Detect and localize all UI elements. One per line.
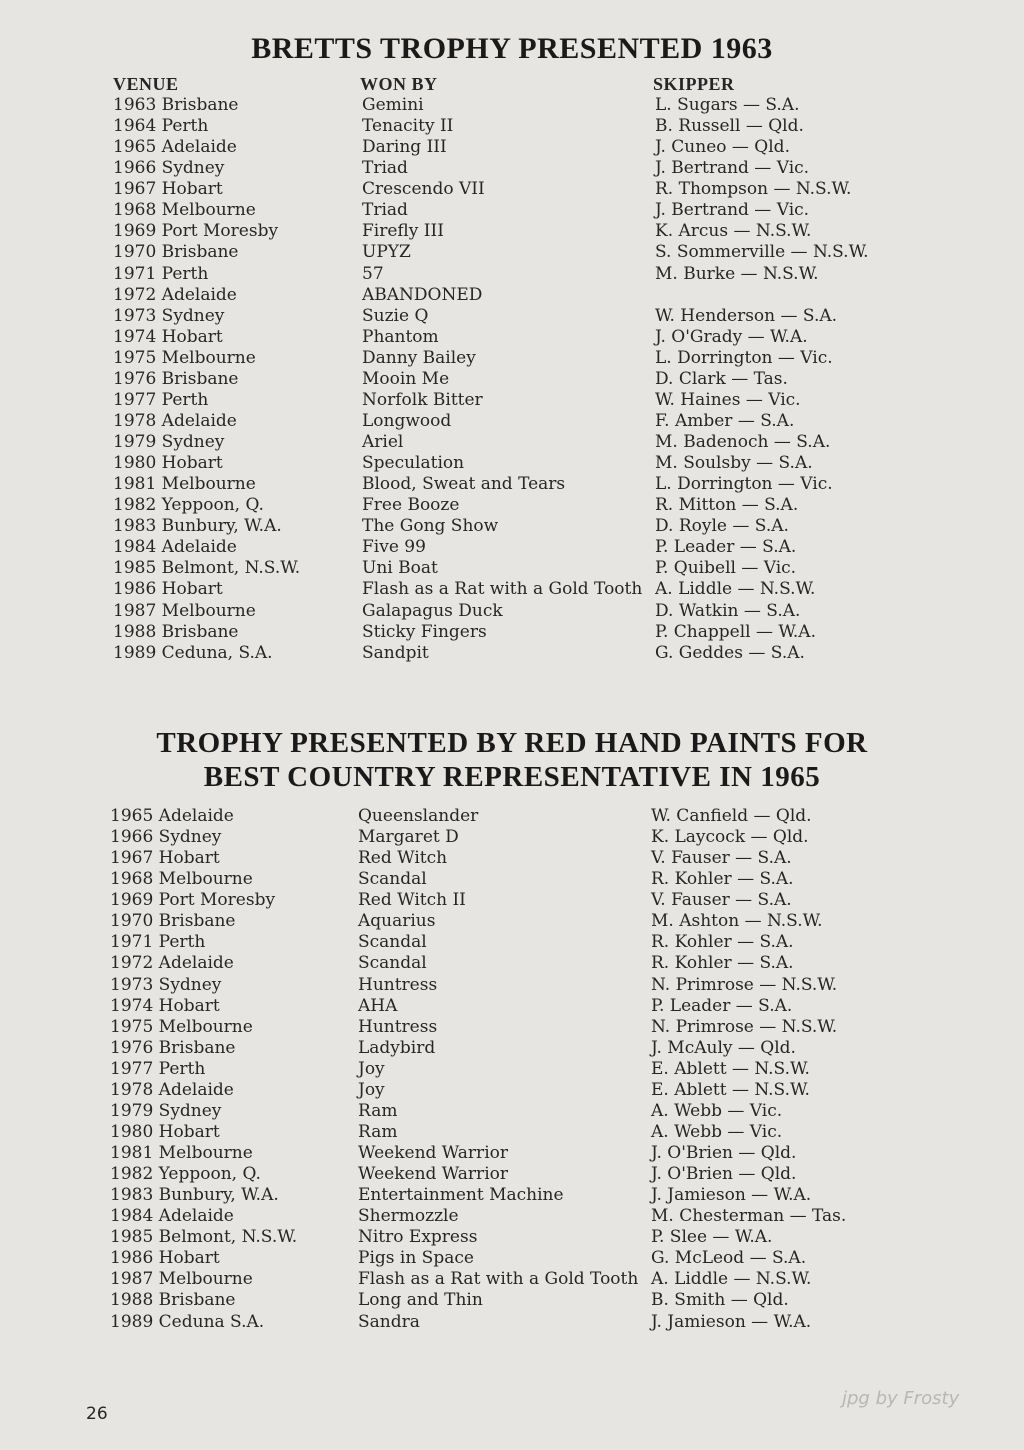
- won-by-cell: Triad: [362, 200, 408, 221]
- red-hand-title-line-2: BEST COUNTRY REPRESENTATIVE IN 1965: [203, 761, 821, 793]
- venue-cell: 1984 Adelaide: [110, 1206, 234, 1227]
- page-number: 26: [86, 1404, 108, 1424]
- venue-cell: 1980 Hobart: [110, 1121, 220, 1142]
- venue-cell: 1983 Bunbury, W.A.: [113, 516, 282, 537]
- won-by-cell: Scandal: [358, 953, 427, 974]
- venue-cell: 1973 Sydney: [110, 974, 222, 995]
- skipper-cell: J. O'Brien — Qld.: [651, 1164, 797, 1185]
- venue-cell: 1969 Port Moresby: [110, 890, 276, 911]
- skipper-cell: B. Smith — Qld.: [651, 1290, 789, 1311]
- won-by-cell: Red Witch: [358, 848, 448, 869]
- skipper-cell: K. Laycock — Qld.: [651, 827, 809, 848]
- venue-cell: 1972 Adelaide: [110, 953, 234, 974]
- venue-cell: 1973 Sydney: [113, 305, 225, 326]
- venue-cell: 1966 Sydney: [113, 158, 225, 179]
- skipper-cell: P. Leader — S.A.: [655, 537, 797, 558]
- won-by-cell: The Gong Show: [362, 516, 499, 537]
- skipper-cell: J. Jamieson — W.A.: [651, 1185, 812, 1206]
- skipper-cell: P. Chappell — W.A.: [655, 621, 816, 642]
- venue-cell: 1978 Adelaide: [110, 1079, 234, 1100]
- won-by-cell: Weekend Warrior: [358, 1164, 508, 1185]
- red-hand-trophy-title: [0, 726, 1024, 794]
- won-by-cell: Crescendo VII: [362, 179, 485, 200]
- skipper-cell: D. Watkin — S.A.: [655, 600, 801, 621]
- won-by-cell: Blood, Sweat and Tears: [362, 474, 566, 495]
- skipper-cell: E. Ablett — N.S.W.: [651, 1058, 810, 1079]
- won-by-cell: Longwood: [362, 410, 452, 431]
- venue-cell: 1982 Yeppoon, Q.: [110, 1164, 261, 1185]
- watermark: jpg by Frosty: [842, 1388, 960, 1409]
- skipper-cell: L. Sugars — S.A.: [655, 95, 800, 115]
- venue-cell: 1987 Melbourne: [113, 600, 256, 621]
- won-by-cell: Tenacity II: [362, 116, 454, 137]
- won-by-cell: Speculation: [362, 453, 465, 474]
- won-by-cell: Phantom: [362, 326, 439, 347]
- venue-cell: 1981 Melbourne: [113, 474, 256, 495]
- venue-cell: 1975 Melbourne: [113, 347, 256, 368]
- won-by-cell: Danny Bailey: [362, 347, 476, 368]
- won-by-cell: Daring III: [362, 137, 447, 158]
- won-by-cell: Joy: [358, 1058, 385, 1079]
- venue-cell: 1970 Brisbane: [110, 911, 236, 932]
- won-by-cell: Firefly III: [362, 221, 444, 242]
- skipper-cell: N. Primrose — N.S.W.: [651, 1016, 838, 1037]
- skipper-cell: F. Amber — S.A.: [655, 410, 795, 431]
- skipper-cell: K. Arcus — N.S.W.: [655, 221, 812, 242]
- won-by-cell: Gemini: [362, 95, 424, 115]
- skipper-cell: A. Liddle — N.S.W.: [655, 579, 816, 600]
- won-by-cell: Long and Thin: [358, 1290, 483, 1311]
- won-by-cell: Sandra: [358, 1311, 420, 1332]
- venue-cell: 1971 Perth: [110, 932, 206, 953]
- skipper-cell: L. Dorrington — Vic.: [655, 474, 833, 495]
- skipper-cell: R. Kohler — S.A.: [651, 953, 794, 974]
- venue-cell: 1977 Perth: [110, 1058, 206, 1079]
- skipper-cell: M. Ashton — N.S.W.: [651, 911, 823, 932]
- venue-cell: 1984 Adelaide: [113, 537, 237, 558]
- won-by-cell: Ram: [358, 1100, 398, 1121]
- venue-cell: 1978 Adelaide: [113, 410, 237, 431]
- skipper-cell: M. Soulsby — S.A.: [655, 453, 813, 474]
- venue-cell: 1976 Brisbane: [113, 368, 239, 389]
- skipper-cell: M. Badenoch — S.A.: [655, 432, 831, 452]
- skipper-cell: P. Quibell — Vic.: [655, 558, 797, 579]
- won-by-cell: Scandal: [358, 932, 427, 953]
- won-by-cell: Triad: [362, 158, 408, 179]
- skipper-cell: A. Liddle — N.S.W.: [651, 1269, 812, 1290]
- won-by-cell: Flash as a Rat with a Gold Tooth: [362, 579, 643, 600]
- venue-cell: 1976 Brisbane: [110, 1037, 236, 1058]
- skipper-cell: J. Cuneo — Qld.: [655, 137, 790, 158]
- skipper-header: SKIPPER: [653, 74, 735, 94]
- venue-cell: 1974 Hobart: [113, 326, 223, 347]
- skipper-cell: W. Henderson — S.A.: [655, 305, 838, 326]
- won-by-cell: Margaret D: [358, 827, 459, 848]
- venue-cell: 1979 Sydney: [113, 432, 225, 452]
- won-by-cell: Queenslander: [358, 806, 479, 826]
- skipper-cell: J. O'Brien — Qld.: [651, 1143, 797, 1163]
- skipper-cell: J. Jamieson — W.A.: [651, 1311, 812, 1332]
- venue-cell: 1967 Hobart: [113, 179, 223, 200]
- skipper-cell: R. Thompson — N.S.W.: [655, 179, 852, 200]
- venue-header: VENUE: [113, 74, 179, 94]
- venue-cell: 1965 Adelaide: [110, 806, 234, 826]
- won-by-cell: Mooin Me: [362, 368, 450, 389]
- won-by-cell: Sandpit: [362, 642, 429, 663]
- skipper-cell: V. Fauser — S.A.: [651, 890, 792, 911]
- won-by-cell: Huntress: [358, 1016, 438, 1037]
- won-by-cell: UPYZ: [362, 242, 411, 263]
- skipper-cell: M. Chesterman — Tas.: [651, 1206, 847, 1227]
- won-by-cell: Shermozzle: [358, 1206, 459, 1227]
- won-by-cell: AHA: [358, 995, 398, 1016]
- skipper-cell: R. Mitton — S.A.: [655, 495, 799, 516]
- won-by-cell: Galapagus Duck: [362, 600, 503, 621]
- won-by-cell: Scandal: [358, 869, 427, 890]
- skipper-cell: V. Fauser — S.A.: [651, 848, 792, 869]
- venue-cell: 1987 Melbourne: [110, 1269, 253, 1290]
- won-by-cell: 57: [362, 263, 384, 284]
- venue-cell: 1968 Melbourne: [113, 200, 256, 221]
- venue-cell: 1965 Adelaide: [113, 137, 237, 158]
- skipper-cell: G. McLeod — S.A.: [651, 1248, 807, 1269]
- skipper-cell: W. Canfield — Qld.: [651, 806, 812, 826]
- won-by-cell: Suzie Q: [362, 305, 429, 326]
- skipper-cell: S. Sommerville — N.S.W.: [655, 242, 869, 263]
- bretts-trophy-title: BRETTS TROPHY PRESENTED 1963: [251, 32, 773, 65]
- venue-cell: 1981 Melbourne: [110, 1143, 253, 1163]
- won-by-cell: Uni Boat: [362, 558, 438, 579]
- venue-cell: 1989 Ceduna S.A.: [110, 1311, 265, 1332]
- venue-cell: 1967 Hobart: [110, 848, 220, 869]
- venue-cell: 1983 Bunbury, W.A.: [110, 1185, 279, 1206]
- won-by-cell: Nitro Express: [358, 1227, 478, 1248]
- won-by-cell: Red Witch II: [358, 890, 466, 911]
- won-by-cell: Pigs in Space: [358, 1248, 474, 1269]
- won-by-cell: Sticky Fingers: [362, 621, 487, 642]
- venue-cell: 1986 Hobart: [113, 579, 223, 600]
- skipper-cell: D. Royle — S.A.: [655, 516, 789, 537]
- venue-cell: 1964 Perth: [113, 116, 209, 137]
- venue-cell: 1985 Belmont, N.S.W.: [113, 558, 301, 579]
- won-by-cell: Five 99: [362, 537, 426, 558]
- red-hand-title-line-1: TROPHY PRESENTED BY RED HAND PAINTS FOR: [156, 727, 868, 759]
- skipper-cell: R. Kohler — S.A.: [651, 932, 794, 953]
- venue-cell: 1985 Belmont, N.S.W.: [110, 1227, 298, 1248]
- skipper-cell: J. McAuly — Qld.: [651, 1037, 796, 1058]
- won-by-cell: Norfolk Bitter: [362, 389, 483, 410]
- skipper-cell: E. Ablett — N.S.W.: [651, 1079, 810, 1100]
- skipper-cell: J. Bertrand — Vic.: [655, 158, 810, 179]
- venue-cell: 1963 Brisbane: [113, 95, 239, 115]
- venue-cell: 1988 Brisbane: [110, 1290, 236, 1311]
- venue-cell: 1989 Ceduna, S.A.: [113, 642, 273, 663]
- venue-cell: 1969 Port Moresby: [113, 221, 279, 242]
- skipper-cell: B. Russell — Qld.: [655, 116, 804, 137]
- venue-cell: 1980 Hobart: [113, 453, 223, 474]
- skipper-cell: W. Haines — Vic.: [655, 389, 801, 410]
- venue-cell: 1975 Melbourne: [110, 1016, 253, 1037]
- skipper-cell: J. O'Grady — W.A.: [655, 326, 808, 347]
- skipper-cell: A. Webb — Vic.: [651, 1100, 783, 1121]
- skipper-cell: L. Dorrington — Vic.: [655, 347, 833, 368]
- venue-cell: 1982 Yeppoon, Q.: [113, 495, 264, 516]
- won-by-cell: Ram: [358, 1121, 398, 1142]
- venue-cell: 1986 Hobart: [110, 1248, 220, 1269]
- venue-cell: 1972 Adelaide: [113, 284, 237, 305]
- venue-cell: 1966 Sydney: [110, 827, 222, 848]
- skipper-cell: N. Primrose — N.S.W.: [651, 974, 838, 995]
- skipper-cell: G. Geddes — S.A.: [655, 642, 805, 663]
- won-by-cell: Huntress: [358, 974, 438, 995]
- skipper-cell: P. Leader — S.A.: [651, 995, 793, 1016]
- won-by-header: WON BY: [360, 74, 438, 94]
- skipper-cell: D. Clark — Tas.: [655, 368, 788, 389]
- venue-cell: 1968 Melbourne: [110, 869, 253, 890]
- venue-cell: 1974 Hobart: [110, 995, 220, 1016]
- won-by-cell: Ariel: [362, 432, 404, 452]
- venue-cell: 1971 Perth: [113, 263, 209, 284]
- venue-cell: 1977 Perth: [113, 389, 209, 410]
- skipper-cell: R. Kohler — S.A.: [651, 869, 794, 890]
- won-by-cell: Weekend Warrior: [358, 1143, 508, 1163]
- venue-cell: 1979 Sydney: [110, 1100, 222, 1121]
- skipper-cell: P. Slee — W.A.: [651, 1227, 773, 1248]
- skipper-cell: J. Bertrand — Vic.: [655, 200, 810, 221]
- won-by-cell: Aquarius: [358, 911, 436, 932]
- won-by-cell: Flash as a Rat with a Gold Tooth: [358, 1269, 639, 1290]
- won-by-cell: Entertainment Machine: [358, 1185, 564, 1206]
- venue-cell: 1970 Brisbane: [113, 242, 239, 263]
- skipper-cell: M. Burke — N.S.W.: [655, 263, 819, 284]
- won-by-cell: ABANDONED: [362, 284, 483, 305]
- won-by-cell: Free Booze: [362, 495, 460, 516]
- skipper-cell: A. Webb — Vic.: [651, 1121, 783, 1142]
- won-by-cell: Joy: [358, 1079, 385, 1100]
- venue-cell: 1988 Brisbane: [113, 621, 239, 642]
- won-by-cell: Ladybird: [358, 1037, 436, 1058]
